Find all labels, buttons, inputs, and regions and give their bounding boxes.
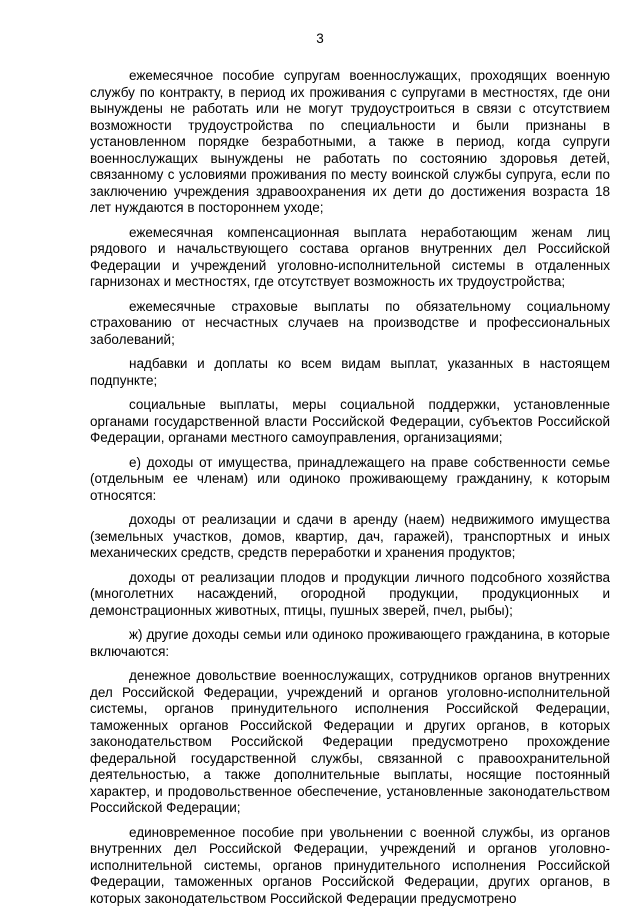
- paragraph: ежемесячные страховые выплаты по обязательному социальному страхованию от несчастных случаев на производстве и профессиональных заболеваний;: [90, 298, 610, 347]
- document-body: [90, 68, 610, 915]
- paragraph: ж) другие доходы семьи или одиноко проживающего гражданина, в которые включаются:: [90, 627, 610, 659]
- paragraph: надбавки и доплаты ко всем видам выплат, указанных в настоящем подпункте;: [90, 356, 610, 388]
- paragraph: единовременное пособие при увольнении с военной службы, из органов внутренних дел Российской Федерации, учреждений и органов уголовно-исполнительной системы, органов принудительного исполнения Российской Федерации, таможенных органов Российской Федерации, других органов, в которых законодательством Российской Федерации предусмотрено: [90, 824, 610, 906]
- paragraph: доходы от реализации и сдачи в аренду (наем) недвижимого имущества (земельных участков, домов, квартир, дач, гаражей), транспортных и иных механических средств, средств переработки и хранения продуктов;: [90, 512, 610, 560]
- paragraph: ежемесячное пособие супругам военнослужащих, проходящих военную службу по контракту, в период их проживания с супругами в местностях, где они вынуждены не работать или не могут трудоустроиться в связи с отсутствием возможности трудоустройства по специальности и были признаны в установленном порядке безработными, а также в период, когда супруги военнослужащих вынуждены не работать по состоянию здоровья детей, связанному с условиями проживания по месту воинской службы супруга, если по заключению учреждения здравоохранения их дети до достижения возраста 18 лет нуждаются в постороннем уходе;: [90, 68, 610, 215]
- paragraph: е) доходы от имущества, принадлежащего на праве собственности семье (отдельным ее членам) или одиноко проживающему гражданину, к которым относятся:: [90, 454, 610, 503]
- paragraph: денежное довольствие военнослужащих, сотрудников органов внутренних дел Российской Федерации, учреждений и органов уголовно-исполнительной системы, органов принудительного исполнения Российской Федерации, таможенных органов Российской Федерации и других органов, в которых законодательством Российской Федерации предусмотрено прохождение федеральной государственной службы, связанной с правоохранительной деятельностью, а также дополнительные выплаты, носящие постоянный характер, и продовольственное обеспечение, установленные законодательством Российской Федерации;: [90, 668, 610, 815]
- paragraph: ежемесячная компенсационная выплата неработающим женам лиц рядового и начальствующего состава органов внутренних дел Российской Федерации и учреждений уголовно-исполнительной системы в отдаленных гарнизонах и местностях, где отсутствует возможность их трудоустройства;: [90, 224, 610, 289]
- page-number: 3: [316, 31, 324, 46]
- paragraph: доходы от реализации плодов и продукции личного подсобного хозяйства (многолетних насаждений, огородной продукции, продукционных и демонстрационных животных, птицы, пушных зверей, пчел, рыбы);: [90, 569, 610, 618]
- paragraph: социальные выплаты, меры социальной поддержки, установленные органами государственной власти Российской Федерации, субъектов Российской Федерации, органами местного самоуправления, организациями;: [90, 397, 610, 445]
